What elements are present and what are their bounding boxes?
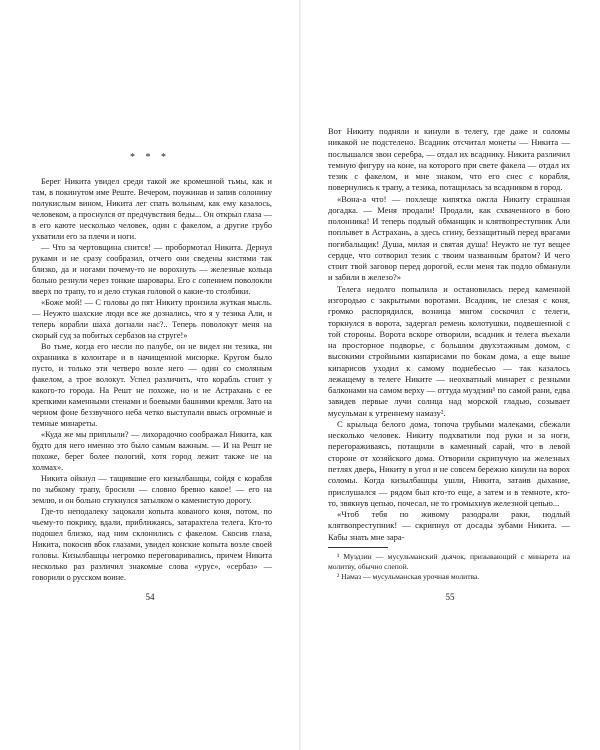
page-number-left: 54	[145, 592, 155, 602]
footnote: ¹ Муэдзин — мусульманский дьячок, призывающий с минарета на молитву, обычно слепой.	[328, 552, 570, 571]
paragraph: «Чтоб тебя по живому разодрали раки, подлый клятвопреступник! — скрипнул от досады зубами Никита. — Кабы знать мне зара-	[328, 509, 570, 542]
page-number-right: 55	[445, 592, 455, 602]
paragraph: «Вона-а что! — похлеще кипятка ожгла Никиту страшная догадка. — Меня продали! Продали, как схваченного в бою полонника! И теперь подлый обманщик и клятвопреступник Али поплывет в Астрахань, а здесь сгину, беззащитный перед врагами погибальщик! Душа, милая и святая душа! Неужто не тут вещее сердце, что сотворил тезик с твоим названным братом? И чего стоит твой заговор перед дорогой, если меня так подло обманули и забили в железо?»	[328, 193, 570, 283]
paragraph: Где-то неподалеку зацокали копыта кованого коня, потом, по чьему-то покрику, вдали, приближаясь, затарахтела телега. Кто-то подошел близко, над ним склонились с факелом. Скосив глаза, Никита, покосив вбок глазами, увидел конские копыта возле своей головы. Кизылбашцы негромко переговаривались, причем Никита несколько раз различил знакомые слова «урус», «сербаз» — говорили о русском воине.	[32, 507, 272, 582]
paragraph: «Боже мой! — С головы до пят Никиту пронзила жуткая мысль. — Неужто шахские люди все же дознались, что я у тезика Али, и теперь корабли шаха догнали нас?.. Теперь поволокут меня на скорый суд за побитых сербазов на струге!»	[32, 298, 272, 340]
footnote-rule	[328, 547, 388, 548]
paragraph: Никита ойкнул — тащившие его кизылбашцы, сойдя с корабля по зыбкому трапу, бросили — словно бревно какое! — его на землю, и он больно стукнулся затылком о каменистую дорогу.	[32, 474, 272, 505]
paragraph: «Куда же мы приплыли? — лихорадочно соображал Никита, как будто для него именно это было самым важным. — И на Решт не похоже, берег более пологий, хотя город лежит также не на холмах».	[32, 430, 272, 472]
paragraph: С крыльца белого дома, топоча грубыми малеками, сбежали несколько человек. Никиту подхватили под руки и за ноги, перегораживаясь, потащили в каменный сарай, что в левой стороне от хозяйского дома. Отворили скрипучую на железных петлях дверь, Никиту в угол и не совсем бережно кинули на ворох соломы. Когда кизылбашцы ушли, Никита, затаив дыхание, прислушался — рядом был кто-то еще, а затем и в темноте, кто-то, звякнув цепью, почесал, не то громыхнув железной цепью...	[328, 418, 570, 508]
paragraph: Во тьме, когда его несли по палубе, он не видел ни тезика, ни охранника в колонтаре и в начищенной мисюрке. Кругом было пусто, и только эти четверо возле него — один со смоляным факелом, а трое волокут. Успел различить, что корабль стоит у какого-то города. На Решт не похоже, но и не Астрахань с ее крепкими каменными стенами и боевыми башнями кремля. Зато на черном фоне беззвучного неба четко выступали ввысь огромные и темные минареты.	[32, 342, 272, 428]
footnotes	[328, 547, 570, 582]
paragraph: — Что за чертовщина снится! — пробормотал Никита. Дернул руками и не сразу сообразил, отчего они сведены кистями так близко, да и ногами почему-то не ворохнуть — железные кольца больно резнули через тонкие шаровары. Его с сопением поволокли вверх по трапу, то и дело стукая головой о какие-то столбики.	[32, 243, 272, 296]
paragraph: Телега недолго попылила и остановилась перед каменной изгородью с закрытыми воротами. Всадник, не слезая с коня, громко распорядился, возница мигом соскочил с телеги, торкнулся в ворота, задергал ремень колотушки, подвешенной с той стороны. Ворота вскоре отворили, всадник и телега въехали на просторное подворье, с большим двухэтажным домом, с высокими стройными кипарисами по бокам дома, а еще выше кипарисов уходил к самому поднебесью — так казалось лежащему в телеге Никите — неохватный минарет с резными балконами на самом верху — оттуда муэдзин¹ по самой рани, едва завидев первые лучи солнца над морской гладью, созывает мусульман к утреннему намазу².	[328, 283, 570, 418]
left-page-text	[32, 176, 272, 583]
footnote: ² Намаз — мусульманская урочная молитва.	[337, 572, 480, 581]
right-page-text	[328, 126, 570, 543]
section-separator: * * *	[130, 152, 170, 163]
right-page	[300, 0, 600, 750]
paragraph: Вот Никиту подняли и кинули в телегу, где даже и соломы никакой не подстелено. Всадник отсчитал монеты — Никита — послышался звон серебра, — отдал их всаднику. Никита различил темную фигуру на коне, на которого при свете факела — отдал их тезик с факелом, и мне знаком, что его снес с корабля, повернулись к трапу, а тезика, потащилась за всадником в город.	[328, 126, 570, 193]
paragraph: Берег Никита увидел среди такой же кромешной тьмы, как и там, в покинутом име Реште. Вечером, поужинав и запив солонину полукислым вином, Никита лег спать вольным, как ему казалось, человеком, а проснулся от предчувствия беды... Он открыл глаза — в его каюте несколько человек, один с факелом, а другие грубо ухватили его за плечи и ноги.	[32, 177, 272, 241]
